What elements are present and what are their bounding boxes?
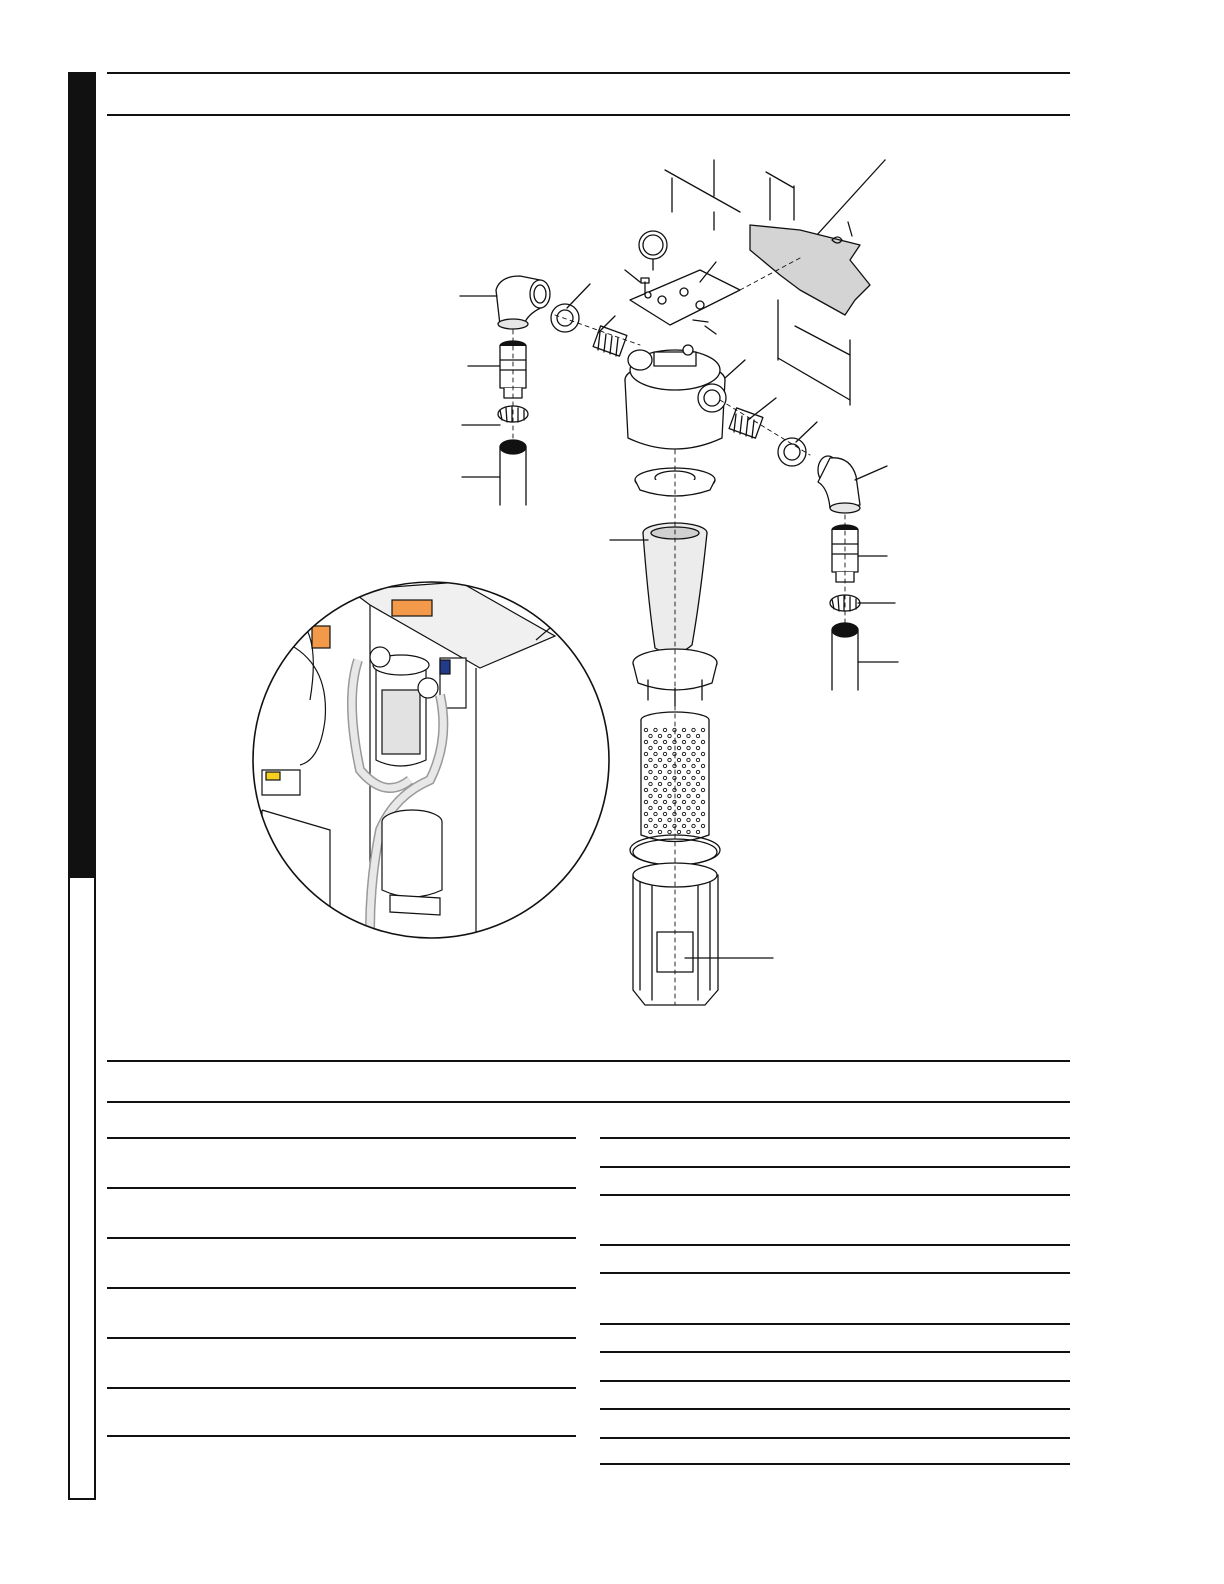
right-hex-bushing (778, 438, 806, 466)
table-row (600, 1166, 1070, 1194)
installed-filter-detail-inset (250, 580, 620, 940)
right-hose (832, 623, 858, 690)
table-row (107, 1237, 576, 1287)
table-row (107, 1287, 576, 1337)
filter-head (625, 345, 726, 449)
table-row (107, 1137, 576, 1187)
left-nipple (593, 326, 627, 356)
table-row (107, 1387, 576, 1437)
table-row (600, 1272, 1070, 1323)
table-row (600, 1323, 1070, 1351)
table-row (600, 1137, 1070, 1166)
table-row (600, 1244, 1070, 1272)
table-row (107, 1187, 576, 1237)
pressure-gauge-icon (639, 231, 667, 270)
table-row (600, 1351, 1070, 1380)
right-elbow-fitting (818, 456, 860, 513)
left-hex-bushing (551, 304, 579, 332)
parts-list-header-band (107, 1060, 1070, 1103)
left-hose (500, 440, 526, 505)
table-row (600, 1380, 1070, 1408)
parts-table-right (600, 1137, 1070, 1465)
table-row (107, 1337, 576, 1387)
filter-housing-bowl (633, 863, 718, 1005)
parts-table-left (107, 1137, 576, 1437)
table-row (600, 1408, 1070, 1437)
mounting-bracket (750, 225, 870, 315)
left-elbow-fitting (496, 276, 550, 329)
table-row (600, 1437, 1070, 1465)
table-row (600, 1194, 1070, 1244)
